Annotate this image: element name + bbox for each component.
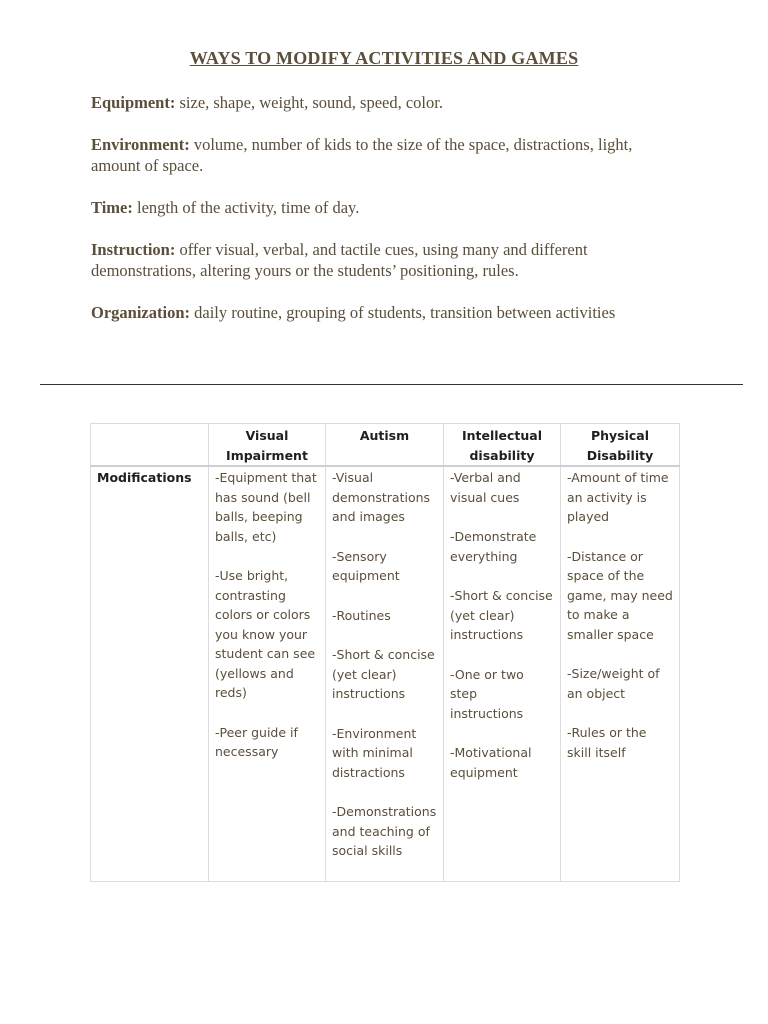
- section-text: offer visual, verbal, and tactile cues, using many and different demonstrations, altering yours or the students’ positioning, rules.: [91, 240, 588, 280]
- section-label: Time:: [91, 198, 133, 217]
- list-item: -Motivational equipment: [450, 745, 532, 780]
- list-item: -Short & concise (yet clear) instructions: [450, 588, 553, 642]
- header-cell-intellectual-disability: Intellectual disability: [444, 424, 561, 467]
- section-label: Instruction:: [91, 240, 176, 259]
- list-item: -Rules or the skill itself: [567, 725, 647, 760]
- horizontal-divider: [40, 384, 743, 385]
- modifications-table: [90, 423, 680, 882]
- row-label-modifications: Modifications: [91, 466, 209, 881]
- header-cell-empty: [91, 424, 209, 467]
- section-time: [91, 197, 681, 218]
- list-item: -Demonstrate everything: [450, 529, 537, 564]
- section-label: Equipment:: [91, 93, 176, 112]
- section-text: length of the activity, time of day.: [132, 198, 360, 217]
- list-item: -Sensory equipment: [332, 548, 400, 583]
- section-label: Environment:: [91, 135, 190, 154]
- list-item: -Demonstrations and teaching of social skills: [332, 804, 437, 858]
- header-cell-physical-disability: Physical Disability: [561, 424, 680, 467]
- cell-visual-impairment: [209, 466, 326, 881]
- cell-intellectual-disability: [444, 466, 561, 881]
- section-equipment: [91, 92, 681, 113]
- page-title: WAYS TO MODIFY ACTIVITIES AND GAMES: [189, 48, 579, 68]
- section-text: size, shape, weight, sound, speed, color.: [175, 93, 443, 112]
- list-item: -Size/weight of an object: [567, 666, 660, 701]
- section-text: volume, number of kids to the size of the space, distractions, light, amount of space.: [91, 135, 633, 175]
- section-label: Organization:: [91, 303, 190, 322]
- list-item: -Equipment that has sound (bell balls, beeping balls, etc): [215, 470, 317, 544]
- list-item: -One or two step instructions: [450, 666, 524, 721]
- list-item: -Amount of time an activity is played: [567, 470, 669, 524]
- table-header-row: [91, 424, 680, 467]
- header-cell-autism: Autism: [326, 424, 444, 467]
- section-instruction: [91, 239, 681, 281]
- list-item: -Peer guide if necessary: [215, 724, 298, 759]
- list-item: -Verbal and visual cues: [450, 470, 521, 505]
- table-row: [91, 466, 680, 881]
- cell-autism: [326, 466, 444, 881]
- cell-physical-disability: [561, 466, 680, 881]
- list-item: -Short & concise (yet clear) instructions: [332, 647, 435, 701]
- section-environment: [91, 134, 681, 176]
- list-item: -Distance or space of the game, may need to make a smaller space: [567, 548, 673, 642]
- section-organization: [91, 302, 681, 323]
- list-item: -Environment with minimal distractions: [332, 725, 417, 780]
- list-item: -Routines: [332, 607, 391, 623]
- list-item: -Use bright, contrasting colors or colors you know your student can see (yellows and reds): [215, 568, 316, 700]
- list-item: -Visual demonstrations and images: [332, 470, 431, 524]
- section-text: daily routine, grouping of students, transition between activities: [190, 303, 616, 322]
- header-cell-visual-impairment: Visual Impairment: [209, 424, 326, 467]
